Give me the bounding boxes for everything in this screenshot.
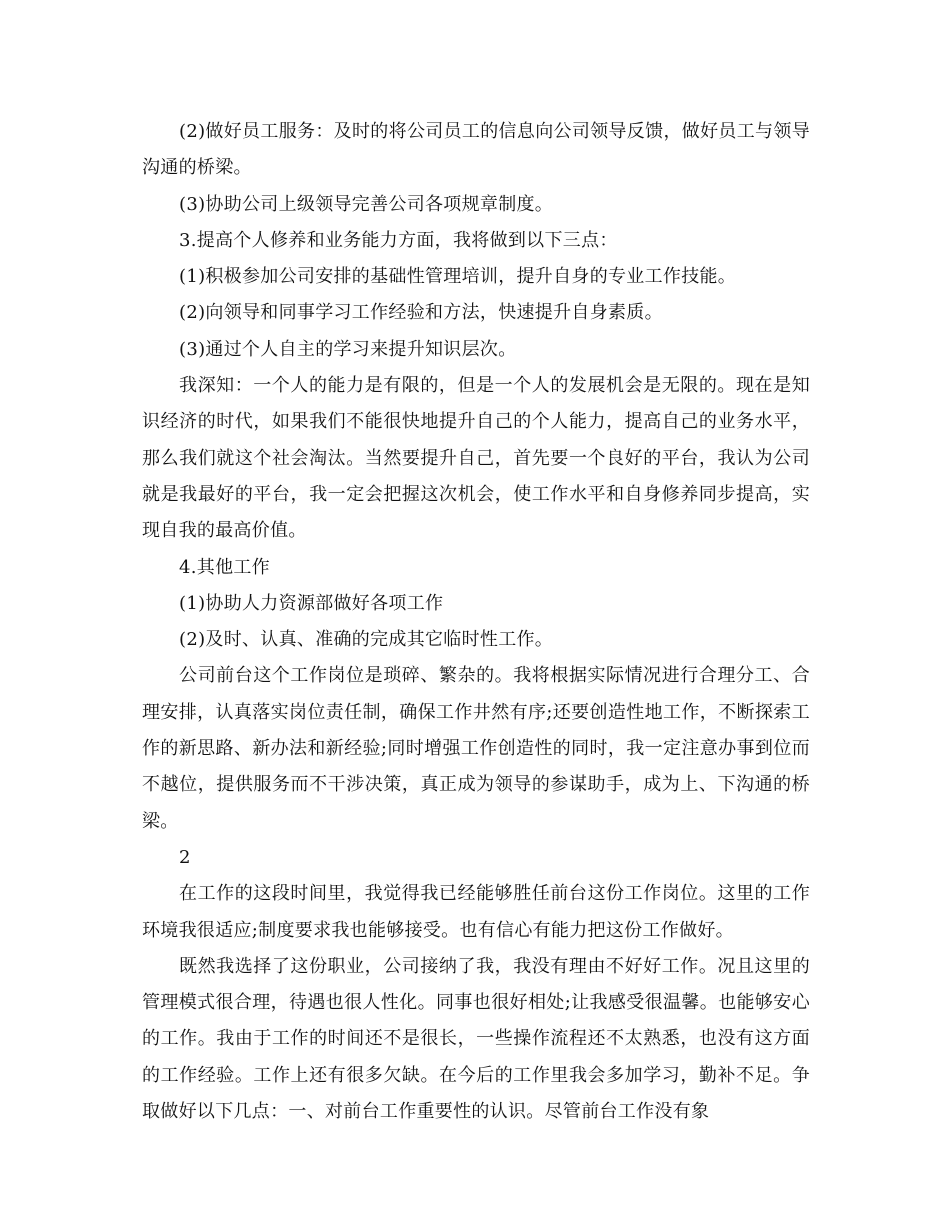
paragraph-other-work-heading: 4.其他工作 bbox=[179, 556, 270, 578]
paragraph-self-study: (3)通过个人自主的学习来提升知识层次。 bbox=[179, 338, 517, 360]
paragraph-temporary-work: (2)及时、认真、准确的完成其它临时性工作。 bbox=[179, 629, 554, 651]
paragraph-reflection: 我深知：一个人的能力是有限的，但是一个人的发展机会是无限的。现在是知识经济的时代，如果我们不能很快地提升自己的个人能力，提高自己的业务水平，那么我们就这个社会淘汰。当然要提升自己，首先要一个良好的平台，我认为公司就是我最好的平台，我一定会把握这次机会，使工作水平和自身修养同步提高，实现自我的最高价值。 bbox=[142, 375, 810, 542]
paragraph-service-duty: (2)做好员工服务：及时的将公司员工的信息向公司领导反馈，做好员工与领导沟通的桥梁。 bbox=[142, 121, 810, 179]
paragraph-hr-assist: (1)协助人力资源部做好各项工作 bbox=[179, 592, 444, 614]
paragraph-learn-from-colleagues: (2)向领导和同事学习工作经验和方法，快速提升自身素质。 bbox=[179, 302, 663, 324]
paragraph-front-desk-plan: 公司前台这个工作岗位是琐碎、繁杂的。我将根据实际情况进行合理分工、合理安排，认真落实岗位责任制，确保工作井然有序;还要创造性地工作，不断探索工作的新思路、新办法和新经验;同时增强工作创造性的同时，我一定注意办事到位而不越位，提供服务而不干涉决策，真正成为领导的参谋助手，成为上、下沟通的桥梁。 bbox=[142, 665, 810, 832]
paragraph-career-choice: 既然我选择了这份职业，公司接纳了我，我没有理由不好好工作。况且这里的管理模式很合理，待遇也很人性化。同事也很好相处;让我感受很温馨。也能够安心的工作。我由于工作的时间还不是很长，一些操作流程还不太熟悉，也没有这方面的工作经验。工作上还有很多欠缺。在今后的工作里我会多加学习，勤补不足。争取做好以下几点：一、对前台工作重要性的认识。尽管前台工作没有象 bbox=[142, 955, 810, 1123]
paragraph-self-improvement-heading: 3.提高个人修养和业务能力方面，我将做到以下三点： bbox=[179, 229, 618, 251]
section-number: 2 bbox=[179, 846, 191, 868]
document-body bbox=[142, 114, 810, 1130]
paragraph-job-fit: 在工作的这段时间里，我觉得我已经能够胜任前台这份工作岗位。这里的工作环境我很适应;制度要求我也能够接受。也有信心有能力把这份工作做好。 bbox=[142, 883, 810, 941]
paragraph-rules-support: (3)协助公司上级领导完善公司各项规章制度。 bbox=[179, 193, 554, 215]
paragraph-training: (1)积极参加公司安排的基础性管理培训，提升自身的专业工作技能。 bbox=[179, 266, 737, 288]
